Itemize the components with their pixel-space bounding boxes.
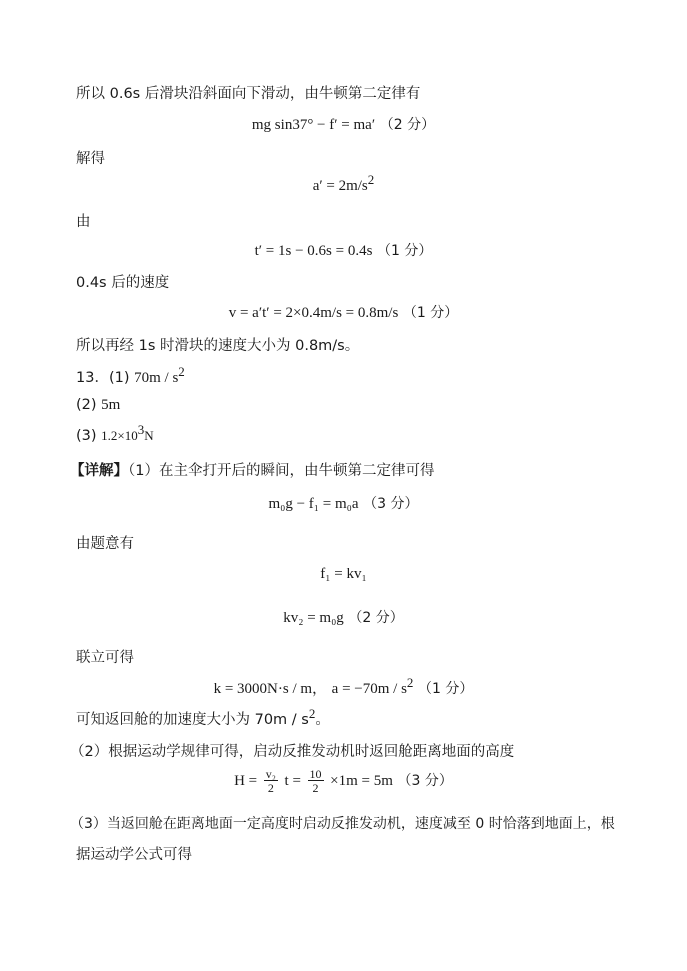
text-line: （2）根据运动学规律可得，启动反推发动机时返回舱距离地面的高度 — [70, 744, 515, 760]
equation-body: a′ = 2m/s — [312, 178, 368, 194]
text-line: 联立可得 — [76, 650, 134, 666]
text-end: 。 — [315, 712, 330, 728]
text-body: 可知返回舱的加速度大小为 70m / s — [76, 712, 309, 728]
score-label: （1 分） — [377, 243, 433, 259]
text-line: 所以再经 1s 时滑块的速度大小为 0.8m/s。 — [76, 338, 360, 354]
equation — [0, 566, 687, 583]
equation-body: f₁ = kv₁ — [320, 566, 367, 582]
equation — [0, 172, 687, 195]
answer-value: 70m / s — [134, 370, 179, 386]
score-label: （2 分） — [379, 117, 436, 133]
equation — [0, 607, 687, 627]
exponent: 2 — [178, 364, 185, 379]
fraction-denominator: 2 — [267, 781, 274, 795]
exponent: 2 — [308, 706, 316, 721]
equation-body: kv₂ = m₀g — [283, 610, 344, 626]
detail-tag: 【详解】 — [70, 463, 128, 479]
score-label: （1 分） — [418, 681, 474, 697]
answer-prefix: 13．(1) — [76, 370, 130, 386]
fraction — [264, 768, 278, 794]
equation-mid: t = — [284, 773, 301, 789]
equation-body: t′ = 1s − 0.6s = 0.4s — [254, 243, 373, 259]
answer-value: 5m — [101, 397, 121, 413]
text-line: 由 — [76, 214, 91, 230]
text-line: （3）当返回舱在距离地面一定高度时启动反推发动机，速度减至 0 时恰落到地面上，根 — [70, 816, 615, 832]
equation — [0, 240, 687, 260]
equation-a: a = −70m / s — [331, 681, 407, 697]
answer-value: 1.2×10 — [101, 428, 138, 443]
exponent: 2 — [406, 675, 414, 690]
equation-body: m₀g − f₁ = m₀a — [268, 496, 359, 512]
text-line — [0, 708, 687, 729]
answer-line — [0, 397, 687, 414]
detail-line — [0, 459, 687, 480]
equation-lhs: H = — [234, 773, 258, 789]
equation — [0, 493, 687, 513]
equation-body: mg sin37° − f′ = ma′ — [251, 117, 376, 133]
answer-prefix: (3) — [76, 428, 97, 444]
exponent: 2 — [367, 172, 375, 187]
equation-k: k = 3000N·s / m， — [213, 681, 328, 697]
unit: N — [144, 428, 154, 443]
text-line: 由题意有 — [76, 536, 134, 552]
equation — [0, 302, 687, 322]
equation — [0, 677, 687, 698]
text-line: 所以 0.6s 后滑块沿斜面向下滑动，由牛顿第二定律有 — [76, 86, 421, 102]
score-label: （1 分） — [402, 305, 459, 321]
text-line: 据运动学公式可得 — [76, 847, 192, 863]
text-line: 解得 — [76, 151, 105, 167]
fraction — [308, 768, 324, 794]
answer-line — [0, 422, 687, 444]
equation — [0, 114, 687, 134]
fraction-denominator: 2 — [312, 781, 319, 795]
answer-prefix: (2) — [76, 397, 97, 413]
score-label: （2 分） — [348, 610, 404, 626]
score-label: （3 分） — [397, 773, 453, 789]
text-line: 0.4s 后的速度 — [76, 275, 170, 291]
fraction-numerator: 10 — [309, 767, 322, 781]
equation-body: v = a′t′ = 2×0.4m/s = 0.8m/s — [228, 305, 399, 321]
answer-line — [0, 366, 687, 387]
score-label: （3 分） — [363, 496, 419, 512]
equation — [0, 768, 687, 794]
detail-text: （1）在主伞打开后的瞬间，由牛顿第二定律可得 — [128, 463, 435, 479]
fraction-numerator: v₂ — [265, 767, 276, 781]
equation-rhs: ×1m = 5m — [330, 773, 393, 789]
exponent: 3 — [137, 422, 145, 437]
